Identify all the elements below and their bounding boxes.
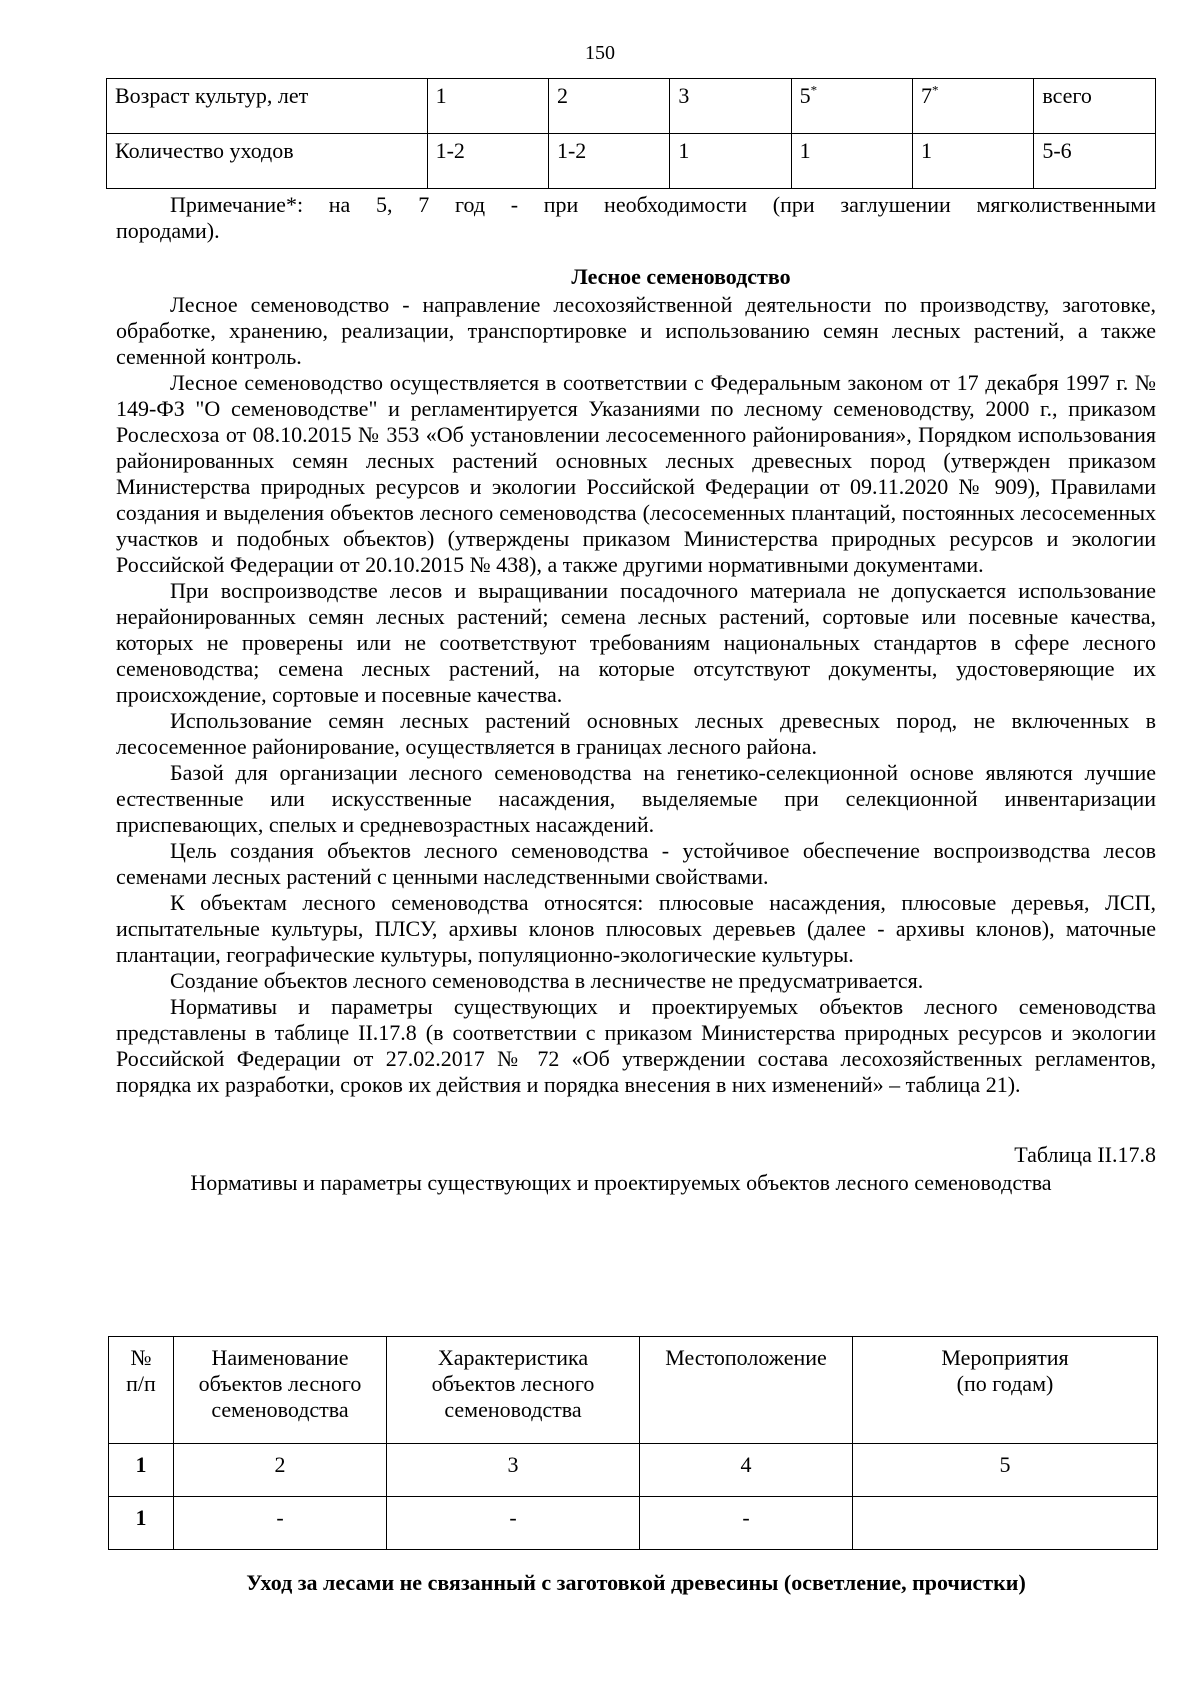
care-count-table [106, 78, 1156, 189]
column-number: 3 [387, 1444, 640, 1497]
table-header-row [109, 1337, 1158, 1444]
column-header: Наименование объектов лесного семеноводства [174, 1337, 387, 1444]
table-cell: 1 [791, 134, 912, 189]
column-header: Местоположение [640, 1337, 853, 1444]
paragraph: Базой для организации лесного семеноводства на генетико-селекционной основе являются лучшие естественные или искусственные насаждения, выделяемые при селекционной инвентаризации приспевающих, спелых и средневозрастных насаждений. [116, 760, 1156, 837]
note-rest: породами). [116, 218, 220, 243]
table-number: Таблица II.17.8 [1014, 1142, 1156, 1167]
column-number: 4 [640, 1444, 853, 1497]
paragraph: Лесное семеноводство - направление лесохозяйственной деятельности по производству, заготовке, обработке, хранению, реализации, транспортировке и использованию семян лесных растений, а также семенной контроль. [116, 292, 1156, 369]
table-cell: 2 [548, 79, 669, 134]
column-number: 5 [853, 1444, 1158, 1497]
seed-objects-table [108, 1336, 1158, 1550]
row-label: Количество уходов [107, 134, 428, 189]
column-number: 2 [174, 1444, 387, 1497]
column-number-row [109, 1444, 1158, 1497]
column-header: Мероприятия (по годам) [853, 1337, 1158, 1444]
paragraph: При воспроизводстве лесов и выращивании посадочного материала не допускается использование нерайонированных семян лесных растений; семена лесных растений, сортовые или посевные качества, которых не проверены или не соответствуют требованиям национальных стандартов в сфере лесного семеноводства; семена лесных растений, на которые отсутствуют документы, удостоверяющие их происхождение, сортовые и посевные качества. [116, 578, 1156, 707]
paragraph: Использование семян лесных растений основных лесных древесных пород, не включенных в лесосеменное районирование, осуществляется в границах лесного района. [116, 708, 1156, 759]
column-number: 1 [109, 1444, 174, 1497]
section-title: Лесное семеноводство [571, 264, 791, 289]
document-body [116, 192, 1156, 1196]
paragraph: К объектам лесного семеноводства относятся: плюсовые насаждения, плюсовые деревья, ЛСП, испытательные культуры, ПЛСУ, архивы клонов плюсовых деревьев (далее - архивы клонов), маточные плантации, географические культуры, популяционно-экологические культуры. [116, 890, 1156, 967]
column-header: № п/п [109, 1337, 174, 1444]
next-section-heading: Уход за лесами не связанный с заготовкой древесины (осветление, прочистки) [246, 1570, 1026, 1595]
paragraph: Создание объектов лесного семеноводства в лесничестве не предусматривается. [170, 968, 924, 993]
table-cell: 3 [670, 79, 791, 134]
table-cell: 1 [109, 1497, 174, 1550]
table-cell: 5-6 [1034, 134, 1156, 189]
table-cell: 7* [913, 79, 1034, 134]
paragraph: Нормативы и параметры существующих и проектируемых объектов лесного семеноводства представлены в таблице II.17.8 (в соответствии с приказом Министерства природных ресурсов и экологии Российской Федерации от 27.02.2017 № 72 «Об утверждении состава лесохозяйственных регламентов, порядка их разработки, сроков их действия и порядка внесения в них изменений» – таблица 21). [116, 994, 1156, 1097]
table-note [116, 192, 1156, 244]
row-label: Возраст культур, лет [107, 79, 428, 134]
table-cell: 1 [913, 134, 1034, 189]
table-cell: - [640, 1497, 853, 1550]
page-number: 150 [585, 42, 615, 64]
table-cell: 1-2 [427, 134, 548, 189]
table-row [109, 1497, 1158, 1550]
table-row [107, 134, 1156, 189]
note-lead: Примечание*: на 5, 7 год - при необходимости (при заглушении мягколиственными [170, 192, 1156, 217]
table-cell: - [174, 1497, 387, 1550]
table-cell: всего [1034, 79, 1156, 134]
paragraph: Лесное семеноводство осуществляется в соответствии с Федеральным законом от 17 декабря 1997 г. № 149-ФЗ "О семеноводстве" и регламентируется Указаниями по лесному семеноводству, 2000 г., приказом Рослесхоза от 08.10.2015 № 353 «Об установлении лесосеменного районирования», Порядком использования районированных семян лесных растений основных лесных древесных пород (утвержден приказом Министерства природных ресурсов и экологии Российской Федерации от 09.11.2020 № 909), Правилами создания и выделения объектов лесного семеноводства (лесосеменных плантаций, постоянных лесосеменных участков и подобных объектов) (утверждены приказом Министерства природных ресурсов и экологии Российской Федерации от 20.10.2015 № 438), а также другими нормативными документами. [116, 370, 1156, 577]
table-cell [853, 1497, 1158, 1550]
table-cell: 5* [791, 79, 912, 134]
table-cell: - [387, 1497, 640, 1550]
table-cell: 1 [670, 134, 791, 189]
table-cell: 1-2 [548, 134, 669, 189]
table-title: Нормативы и параметры существующих и проектируемых объектов лесного семеноводства [190, 1170, 1052, 1195]
table-row [107, 79, 1156, 134]
table-cell: 1 [427, 79, 548, 134]
column-header: Характеристика объектов лесного семеноводства [387, 1337, 640, 1444]
paragraph: Цель создания объектов лесного семеноводства - устойчивое обеспечение воспроизводства лесов семенами лесных растений с ценными наследственными свойствами. [116, 838, 1156, 889]
